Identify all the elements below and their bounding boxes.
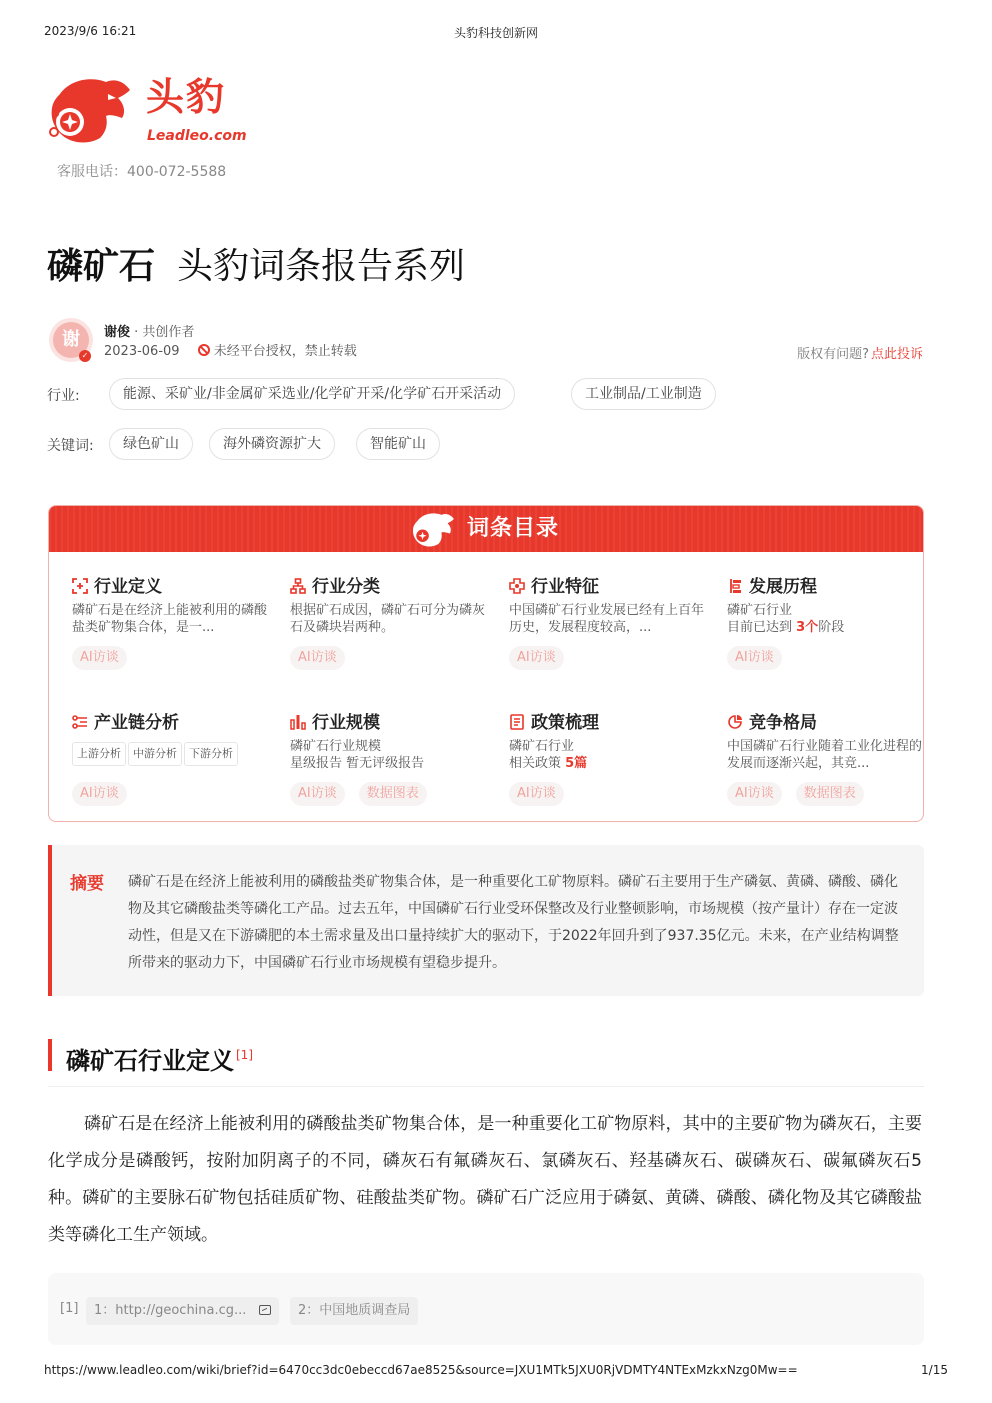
toc-item-definition[interactable] <box>72 576 272 670</box>
toc-header <box>49 506 924 552</box>
toc-item-history[interactable] <box>727 576 924 670</box>
ai-interview-button[interactable]: AI访谈 <box>72 646 127 670</box>
abstract-label: 摘要 <box>70 874 104 894</box>
toc-item-title: 行业特征 <box>531 577 599 597</box>
title-series: 头豹词条报告系列 <box>177 246 466 287</box>
upstream-tag[interactable]: 上游分析 <box>72 742 126 766</box>
leopard-logo-icon <box>410 510 456 550</box>
leopard-logo-icon <box>46 74 134 148</box>
industry-tag[interactable]: 工业制品/工业制造 <box>571 378 716 410</box>
toc-item-desc <box>727 602 924 636</box>
industry-tag[interactable]: 能源、采矿业/非金属矿采选业/化学矿开采/化学矿石开采活动 <box>109 378 515 410</box>
author-name[interactable]: 谢俊 <box>104 325 131 340</box>
competition-icon <box>727 714 743 730</box>
repost-notice <box>198 340 357 359</box>
toc-item-title: 政策梳理 <box>531 713 599 733</box>
print-header <box>0 24 992 42</box>
history-icon <box>727 578 743 594</box>
chain-icon <box>72 714 88 730</box>
scale-icon <box>290 714 306 730</box>
forbidden-icon <box>198 344 210 356</box>
toc-item-desc: 中国磷矿石行业随着工业化进程的发展而逐渐兴起，其竞... <box>727 739 923 771</box>
print-url: https://www.leadleo.com/wiki/brief?id=6470cc3dc0ebeccd67ae8525&source=JXU1MTk5JXU0RjVDMTY4NTExMzkxNzg0Mw== <box>44 1363 798 1377</box>
reference-link[interactable] <box>86 1297 279 1325</box>
desc-line: 目前已达到 <box>727 620 797 635</box>
desc-line: 相关政策 <box>509 756 566 771</box>
ai-interview-button[interactable]: AI访谈 <box>509 782 564 806</box>
report-link[interactable]: 点此投诉 <box>870 347 923 362</box>
toc-item-title: 行业分类 <box>312 577 380 597</box>
article-meta <box>104 340 357 359</box>
classification-icon <box>290 578 306 594</box>
section-accent-bar <box>48 1039 52 1071</box>
author-line <box>104 321 194 340</box>
abstract-box <box>48 845 924 996</box>
author-badge-icon: ✓ <box>79 350 91 362</box>
midstream-tag[interactable]: 中游分析 <box>128 742 182 766</box>
desc-line: 磷矿石行业 <box>727 603 793 618</box>
repost-notice-text: 未经平台授权，禁止转载 <box>213 344 357 359</box>
abstract-accent-bar <box>48 845 52 996</box>
toc-item-title: 竞争格局 <box>749 713 817 733</box>
toc-item-desc: 磷矿石是在经济上能被利用的磷酸盐类矿物集合体，是一... <box>72 603 268 635</box>
brand-logo[interactable] <box>46 70 246 154</box>
downstream-tag[interactable]: 下游分析 <box>184 742 238 766</box>
toc-item-features[interactable] <box>509 576 709 670</box>
keyword-tag[interactable]: 海外磷资源扩大 <box>209 428 335 460</box>
toc-item-desc: 根据矿石成因，磷矿石可分为磷灰石及磷块岩两种。 <box>290 603 486 635</box>
toc-item-desc: 中国磷矿石行业发展已经有上百年历史，发展程度较高，... <box>509 603 705 635</box>
section-paragraph: 磷矿石是在经济上能被利用的磷酸盐类矿物集合体，是一种重要化工矿物原料，其中的主要矿物为磷灰石，主要化学成分是磷酸钙，按附加阴离子的不同，磷灰石有氟磷灰石、氯磷灰石、羟基磷灰石、碳磷灰石、碳氟磷灰石5种。磷矿的主要脉石矿物包括硅质矿物、硅酸盐类矿物。磷矿石广泛应用于磷氨、黄磷、磷酸、磷化物及其它磷酸盐类等磷化工生产领域。 <box>48 1114 922 1245</box>
keyword-tag[interactable]: 绿色矿山 <box>109 428 193 460</box>
industry-label: 行业: <box>47 388 80 404</box>
toc-item-classification[interactable] <box>290 576 490 670</box>
ai-interview-button[interactable]: AI访谈 <box>72 782 127 806</box>
toc-item-chain[interactable] <box>72 712 272 806</box>
page-number: 1/15 <box>921 1363 948 1377</box>
toc-item-policy[interactable] <box>509 712 709 806</box>
copyright-question: 版权有问题? <box>797 347 869 362</box>
references-box <box>48 1273 924 1345</box>
toc-item-desc <box>509 738 709 772</box>
reference-link[interactable]: 2：中国地质调查局 <box>290 1297 418 1325</box>
toc-item-scale[interactable] <box>290 712 490 806</box>
keywords-label: 关键词: <box>47 438 94 454</box>
ai-interview-button[interactable]: AI访谈 <box>727 646 782 670</box>
toc-item-title: 产业链分析 <box>94 713 179 733</box>
keyword-tag[interactable]: 智能矿山 <box>356 428 440 460</box>
desc-line: 星级报告 暂无评级报告 <box>290 756 425 771</box>
brand-name-en: Leadleo.com <box>147 128 247 144</box>
reference-text: 1：http://geochina.cg... <box>94 1303 247 1318</box>
desc-line: 磷矿石行业 <box>509 739 575 754</box>
ai-interview-button[interactable]: AI访谈 <box>509 646 564 670</box>
toc-item-title: 发展历程 <box>749 577 817 597</box>
toc-item-title: 行业规模 <box>312 713 380 733</box>
toc-item-desc <box>290 738 490 772</box>
title-main: 磷矿石 <box>47 246 156 287</box>
section-title <box>66 1037 253 1079</box>
chain-subtags <box>72 738 272 772</box>
print-datetime: 2023/9/6 16:21 <box>44 24 137 38</box>
publish-date: 2023-06-09 <box>104 344 180 359</box>
copyright-report <box>797 343 923 362</box>
desc-line: 磷矿石行业规模 <box>290 739 382 754</box>
toc-title: 词条目录 <box>467 516 560 541</box>
toc-panel <box>48 505 924 822</box>
toc-item-competition[interactable] <box>727 712 924 806</box>
definition-icon <box>72 578 88 594</box>
image-icon <box>259 1305 271 1315</box>
section-title-text: 磷矿石行业定义 <box>66 1047 234 1075</box>
abstract-text: 磷矿石是在经济上能被利用的磷酸盐类矿物集合体，是一种重要化工矿物原料。磷矿石主要用于生产磷氨、黄磷、磷酸、磷化物及其它磷酸盐类等磷化工产品。过去五年，中国磷矿石行业受环保整改及行业整顿影响，市场规模（按产量计）存在一定波动性，但是又在下游磷肥的本土需求量及出口量持续扩大的驱动下，于2022年回升到了937.35亿元。未来，在产业结构调整所带来的驱动力下，中国磷矿石行业市场规模有望稳步提升。 <box>128 874 899 971</box>
stage-count: 3个 <box>796 620 819 635</box>
data-chart-button[interactable]: 数据图表 <box>359 782 427 806</box>
feature-icon <box>509 578 525 594</box>
ai-interview-button[interactable]: AI访谈 <box>727 782 782 806</box>
avatar[interactable] <box>49 318 93 362</box>
section-divider <box>48 1086 924 1087</box>
reference-index: [1] <box>60 1301 79 1316</box>
print-site-title: 头豹科技创新网 <box>453 26 538 40</box>
page-title <box>47 243 465 291</box>
customer-hotline: 客服电话：400-072-5588 <box>57 164 227 180</box>
toc-item-title: 行业定义 <box>94 577 162 597</box>
author-role: · 共创作者 <box>134 325 195 340</box>
desc-line: 阶段 <box>818 620 845 635</box>
ai-interview-button[interactable]: AI访谈 <box>290 782 345 806</box>
avatar-char: 谢 <box>53 322 89 358</box>
brand-name-cn: 头豹 <box>146 75 227 119</box>
section-ref[interactable]: [1] <box>236 1048 253 1062</box>
data-chart-button[interactable]: 数据图表 <box>796 782 864 806</box>
policy-icon <box>509 714 525 730</box>
policy-count: 5篇 <box>565 756 588 771</box>
ai-interview-button[interactable]: AI访谈 <box>290 646 345 670</box>
